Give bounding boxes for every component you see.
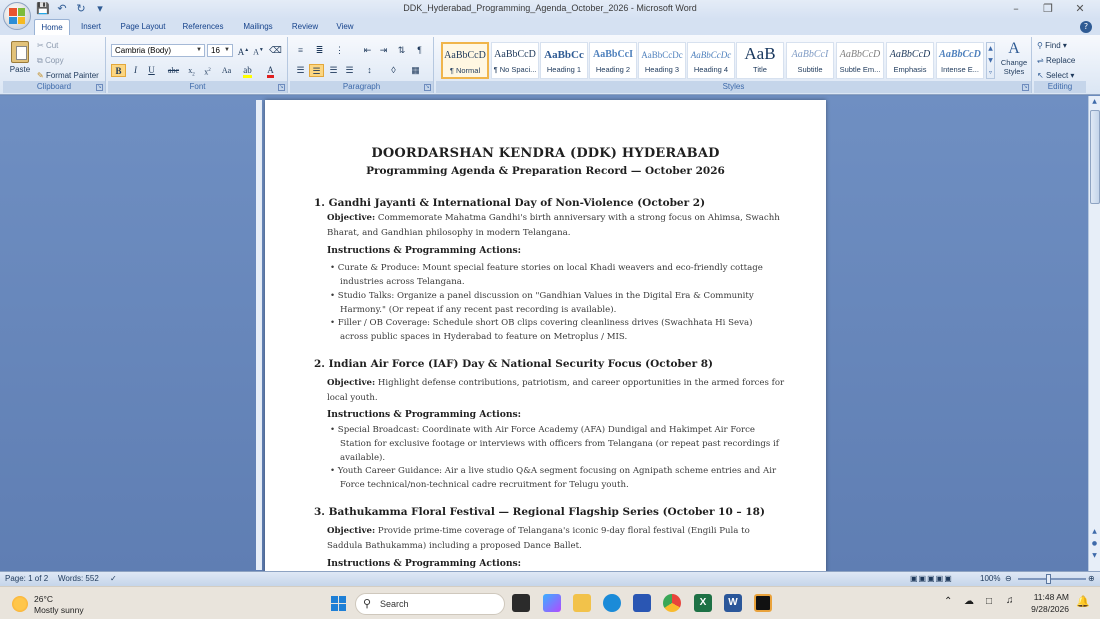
numbering-icon[interactable]: ≣ <box>315 45 324 55</box>
document-title: DOORDARSHAN KENDRA (DDK) HYDERABAD <box>371 146 720 161</box>
brush-icon: ✎ <box>37 71 44 80</box>
style-heading-3[interactable]: AaBbCcDc Heading 3 <box>638 42 686 79</box>
list-item: • Special Broadcast: Coordinate with Air Force Academy (AFA) Dundigal and Hakimpet Air Force Station for exclusive footage or interviews with officers from Telangana (or repeat past recordings if available). <box>330 425 779 463</box>
section-heading: 1. Gandhi Jayanti & International Day of Non-Violence (October 2) <box>314 197 706 209</box>
office-logo-icon <box>9 8 25 24</box>
view-buttons[interactable]: ▣▣▣▣▣ <box>910 574 953 583</box>
strikethrough-button[interactable]: abc <box>167 66 180 75</box>
office-button[interactable] <box>3 2 31 30</box>
tab-references[interactable]: References <box>182 22 224 31</box>
styles-launcher[interactable]: ↘ <box>1023 84 1028 90</box>
restore-button[interactable]: ❐ <box>1043 2 1053 15</box>
style-heading-1[interactable]: AaBbCc Heading 1 <box>540 42 588 79</box>
clock[interactable]: 11:48 AM 9/28/2026 <box>1031 592 1069 614</box>
replace-icon: ⇌ <box>1037 56 1044 65</box>
font-color-icon[interactable]: A <box>263 64 278 77</box>
paragraph-group-label: Paragraph <box>290 81 433 93</box>
list-item: • Youth Career Guidance: Air a live studio Q&A segment focusing on Agnipath scheme entries and Air Force technical/non-technical cadre recruitment for Telugu youth. <box>330 466 777 490</box>
clipboard-group-label: Clipboard <box>3 81 105 93</box>
change-styles-icon: A <box>1008 40 1020 57</box>
save-icon[interactable]: 💾 <box>36 2 50 15</box>
proofing-icon[interactable]: ✓ <box>110 574 117 583</box>
binoculars-icon: ⚲ <box>1037 41 1043 50</box>
change-case-button[interactable]: Aa <box>221 66 232 75</box>
replace-button[interactable]: ⇌ Replace <box>1037 56 1076 65</box>
task-view-icon[interactable] <box>512 594 530 612</box>
align-left-icon[interactable]: ☰ <box>296 65 305 75</box>
objective-paragraph: Objective: Provide prime-time coverage of Telangana's iconic 9-day floral festival (Engili Pula to Saddula Bathukamma) including a proposed Dance Ballet. <box>327 526 750 551</box>
section-heading: 3. Bathukamma Floral Festival — Regional Flagship Series (October 10 – 18) <box>314 506 765 518</box>
justify-icon[interactable]: ☰ <box>345 65 354 75</box>
bold-button[interactable]: B <box>111 64 126 77</box>
align-center-icon[interactable]: ☰ <box>309 64 324 77</box>
align-right-icon[interactable]: ☰ <box>329 65 338 75</box>
title-bar <box>0 0 1100 19</box>
italic-button[interactable]: I <box>134 65 137 75</box>
copy-icon: ⧉ <box>37 56 43 65</box>
store-icon[interactable] <box>633 594 651 612</box>
chrome-icon[interactable] <box>663 594 681 612</box>
cursor-icon: ↖ <box>1037 71 1044 80</box>
increase-indent-icon[interactable]: ⇥ <box>379 45 388 55</box>
tab-view[interactable]: View <box>336 22 354 31</box>
scissors-icon: ✂ <box>37 41 44 50</box>
paste-button[interactable]: Paste <box>7 39 33 79</box>
search-icon: ⚲ <box>363 598 372 610</box>
browse-object-icon[interactable]: ● <box>1091 540 1098 547</box>
style-intense-emphasis[interactable]: AaBbCcD Intense E... <box>936 42 984 79</box>
shrink-font-icon[interactable]: A▼ <box>253 47 264 57</box>
objective-paragraph: Objective: Highlight defense contributions, patriotism, and career opportunities in the armed forces for local youth. <box>327 378 785 403</box>
weather-widget[interactable]: 26°C Mostly sunny <box>12 592 112 616</box>
excel-icon[interactable]: X <box>694 594 712 612</box>
zoom-slider[interactable] <box>1018 578 1086 580</box>
minimize-button[interactable]: – <box>1013 2 1019 15</box>
window-title: DDK_Hyderabad_Programming_Agenda_October_2026 - Microsoft Word <box>403 3 697 13</box>
tab-mailings[interactable]: Mailings <box>243 22 273 31</box>
scroll-up-icon[interactable]: ▲ <box>1092 98 1097 105</box>
tab-insert[interactable]: Insert <box>80 22 101 31</box>
styles-group <box>436 37 1032 93</box>
status-bar <box>0 571 1100 586</box>
next-page-icon[interactable]: ▼ <box>1092 552 1097 559</box>
zoom-in-icon[interactable]: ⊕ <box>1088 574 1095 583</box>
objective-paragraph: Objective: Commemorate Mahatma Gandhi's birth anniversary with a strong focus on Ahimsa, Swachh Bharat, and Gandhian philosophy in modern Telangana. <box>327 213 780 238</box>
font-group <box>108 37 288 93</box>
instructions-heading: Instructions & Programming Actions: <box>327 245 522 256</box>
help-icon[interactable]: ? <box>1080 21 1092 33</box>
clipboard-launcher[interactable]: ↘ <box>97 84 102 90</box>
instructions-heading: Instructions & Programming Actions: <box>327 409 522 420</box>
vertical-scrollbar[interactable] <box>1088 96 1100 571</box>
bullets-icon[interactable]: ≡ <box>297 45 304 55</box>
editing-group-label: Editing <box>1034 81 1086 93</box>
undo-icon[interactable]: ↶ <box>57 2 67 15</box>
font-group-label: Font <box>108 81 287 93</box>
document-page[interactable] <box>265 100 826 571</box>
file-explorer-icon[interactable] <box>573 594 591 612</box>
styles-group-label: Styles <box>436 81 1031 93</box>
style-normal[interactable]: AaBbCcD ¶ Normal <box>441 42 489 79</box>
dropdown-arrow-icon: ▼ <box>196 47 202 53</box>
taskbar-search-input[interactable]: ⚲ Search <box>355 593 505 615</box>
line-spacing-icon[interactable]: ↕ <box>367 65 372 75</box>
paragraph-group <box>290 37 434 93</box>
list-item: • Studio Talks: Organize a panel discussion on "Gandhian Values in the Digital Era & Community Harmony." (Or repeat if any recent past recording is available). <box>330 291 754 315</box>
zoom-level[interactable]: 100% <box>980 574 1001 583</box>
style-emphasis[interactable]: AaBbCcD Emphasis <box>886 42 934 79</box>
list-item: • Curate & Produce: Mount special feature stories on local Khadi weavers and eco-friendly cottage industries across Telangana. <box>330 263 763 287</box>
decrease-indent-icon[interactable]: ⇤ <box>363 45 372 55</box>
copilot-icon[interactable] <box>543 594 561 612</box>
section-heading: 2. Indian Air Force (IAF) Day & National Security Focus (October 8) <box>314 358 714 370</box>
style-heading-2[interactable]: AaBbCcI Heading 2 <box>589 42 637 79</box>
edge-icon[interactable] <box>603 594 621 612</box>
styles-scroll[interactable]: ▲ ▼ ▿ <box>986 42 995 79</box>
style-title[interactable]: AaB Title <box>736 42 784 79</box>
font-launcher[interactable]: ↘ <box>279 84 284 90</box>
word-icon[interactable]: W <box>724 594 742 612</box>
document-area[interactable] <box>0 96 1088 571</box>
cut-button[interactable]: ✂ Cut <box>37 41 59 50</box>
volume-icon[interactable]: ♫ <box>1006 595 1014 606</box>
list-item: • Filler / OB Coverage: Schedule short OB clips covering cleanliness drives (Swachhata Hi Seva) across public spaces in Hyderabad to feature on Metroplus / MIS. <box>330 318 753 342</box>
clear-formatting-icon[interactable]: ⌫ <box>269 45 282 55</box>
superscript-button[interactable]: $x^2$ <box>204 67 211 77</box>
previous-page-icon[interactable]: ▲ <box>1092 528 1097 535</box>
window-controls <box>1000 1 1096 17</box>
tab-home[interactable]: Home <box>34 19 70 35</box>
notification-icon[interactable]: 🔔 <box>1076 596 1090 608</box>
highlight-icon[interactable]: ab <box>240 64 255 77</box>
taskbar <box>0 586 1100 619</box>
paragraph-launcher[interactable]: ↘ <box>425 84 430 90</box>
page-count[interactable]: Page: 1 of 2 <box>5 574 49 583</box>
font-size-dropdown[interactable]: 16 ▼ <box>207 44 233 57</box>
grow-font-icon[interactable]: A▲ <box>237 47 250 57</box>
windows-start-icon[interactable] <box>329 594 347 612</box>
style-no-spacing[interactable]: AaBbCcD ¶ No Spaci... <box>491 42 539 79</box>
customize-toolbar-icon[interactable]: ▾ <box>97 2 103 15</box>
tab-review[interactable]: Review <box>291 22 319 31</box>
format-painter-button[interactable]: ✎ Format Painter <box>37 71 99 80</box>
word-count[interactable]: Words: 552 <box>58 574 99 583</box>
editing-group <box>1034 37 1086 93</box>
sort-icon[interactable]: ⇅ <box>397 45 406 55</box>
zoom-out-icon[interactable]: ⊖ <box>1005 574 1012 583</box>
ribbon <box>0 35 1100 95</box>
clipboard-icon <box>11 41 29 63</box>
zoom-slider-knob[interactable] <box>1046 574 1051 584</box>
style-subtle-emphasis[interactable]: AaBbCcD Subtle Em... <box>836 42 884 79</box>
quick-access-toolbar <box>36 2 107 16</box>
redo-icon[interactable]: ↻ <box>76 2 86 15</box>
style-heading-4[interactable]: AaBbCcDc Heading 4 <box>687 42 735 79</box>
sun-icon <box>12 596 28 612</box>
font-name-dropdown[interactable]: Cambria (Body) ▼ <box>111 44 205 57</box>
underline-button[interactable]: U <box>148 65 155 75</box>
find-button[interactable]: ⚲ Find ▾ <box>1037 41 1067 50</box>
scroll-thumb[interactable] <box>1090 110 1100 204</box>
change-styles-button[interactable]: A Change Styles <box>998 40 1030 80</box>
instructions-heading: Instructions & Programming Actions: <box>327 558 522 569</box>
dropdown-arrow-icon: ▼ <box>224 47 230 53</box>
display-icon[interactable]: □ <box>986 596 993 607</box>
multilevel-list-icon[interactable]: ⋮ <box>335 45 344 55</box>
show-formatting-icon[interactable]: ¶ <box>417 45 422 55</box>
subscript-button[interactable]: $x_2$ <box>188 66 195 78</box>
tab-page-layout[interactable]: Page Layout <box>120 22 166 31</box>
app-icon[interactable] <box>754 594 772 612</box>
network-icon[interactable]: ☁ <box>964 596 974 607</box>
style-subtitle[interactable]: AaBbCcI Subtitle <box>786 42 834 79</box>
close-button[interactable]: ✕ <box>1075 2 1085 15</box>
borders-icon[interactable]: ▦ <box>411 65 420 75</box>
copy-button[interactable]: ⧉ Copy <box>37 56 64 65</box>
ribbon-tabs <box>0 19 1100 35</box>
clipboard-group <box>3 37 106 93</box>
shading-icon[interactable]: ◊ <box>391 65 396 75</box>
select-button[interactable]: ↖ Select ▾ <box>1037 71 1075 80</box>
vertical-ruler <box>256 100 262 570</box>
tray-chevron-icon[interactable]: ⌃ <box>944 596 953 607</box>
document-subtitle: Programming Agenda & Preparation Record — October 2026 <box>366 165 725 177</box>
